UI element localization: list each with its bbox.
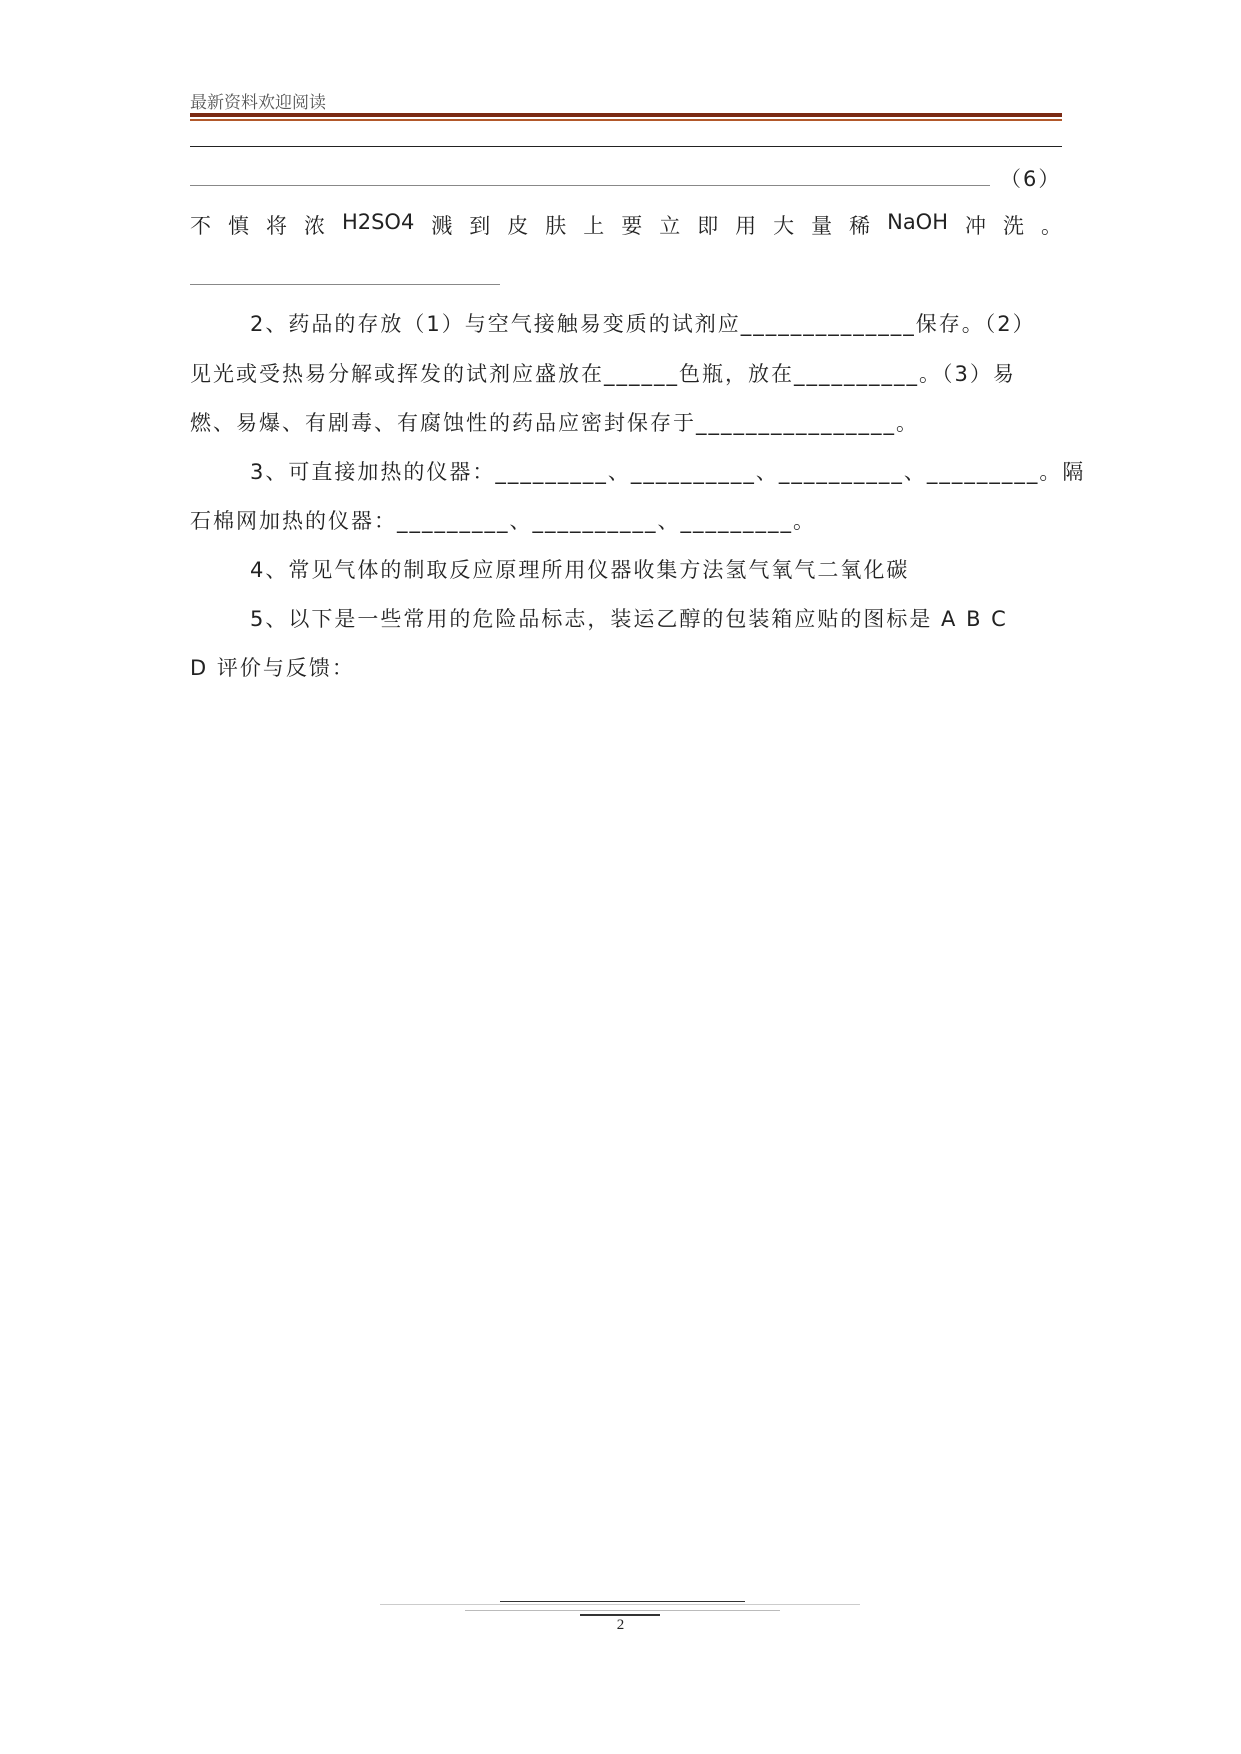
answer-blank-short (190, 284, 500, 285)
paragraph-5-line-2: D 评价与反馈： (190, 656, 355, 680)
paragraph-3-line-1: 3、可直接加热的仪器：_________、__________、__________、_________。隔 (250, 460, 1086, 484)
top-rule (190, 146, 1062, 147)
q6-token: 即 (697, 214, 719, 238)
paragraph-2-line-3: 燃、易爆、有剧毒、有腐蚀性的药品应密封保存于________________。 (190, 411, 919, 435)
paragraph-5-line-1: 5、以下是一些常用的危险品标志，装运乙醇的包装箱应贴的图标是 A B C (250, 607, 1008, 631)
page-header-text: 最新资料欢迎阅读 (190, 93, 326, 113)
q6-token: 肤 (545, 214, 567, 238)
q6-token: 量 (811, 214, 833, 238)
paragraph-2-line-1: 2、药品的存放（1）与空气接触易变质的试剂应______________保存。（2） (250, 312, 1036, 336)
q6-token: 要 (621, 214, 643, 238)
footer-rule (465, 1610, 780, 1611)
footer-rule (380, 1604, 860, 1605)
q6-token: 慎 (227, 214, 249, 238)
footer-rule (580, 1614, 660, 1616)
q6-token: 稀 (849, 214, 871, 238)
q6-token: 上 (583, 214, 605, 238)
q6-token: 浓 (303, 214, 325, 238)
footer-rule (500, 1601, 745, 1602)
q6-token: 将 (265, 214, 287, 238)
q6-token: 溅 (431, 214, 453, 238)
q6-token: H2SO4 (341, 210, 415, 234)
q6-token: 立 (659, 214, 681, 238)
q6-token: 大 (773, 214, 795, 238)
q6-token: NaOH (887, 210, 949, 234)
answer-blank-long (190, 185, 990, 186)
header-rule-thick (190, 113, 1062, 117)
question-6-line (190, 210, 1062, 240)
q6-token: 到 (469, 214, 491, 238)
q6-token: 用 (735, 214, 757, 238)
q6-token: 不 (190, 214, 211, 238)
header-rule-thin (190, 119, 1062, 121)
question-6-label: （6） (1000, 167, 1062, 191)
q6-token: 冲 (965, 214, 986, 238)
page-number: 2 (616, 1617, 625, 1633)
paragraph-4: 4、常见气体的制取反应原理所用仪器收集方法氢气氧气二氧化碳 (250, 558, 910, 582)
q6-token: 皮 (507, 214, 529, 238)
q6-token: 洗 (1002, 214, 1024, 238)
q6-token: 。 (1040, 214, 1062, 238)
paragraph-3-line-2: 石棉网加热的仪器：_________、__________、_________。 (190, 509, 816, 533)
paragraph-2-line-2: 见光或受热易分解或挥发的试剂应盛放在______色瓶，放在__________。（3）易 (190, 362, 1016, 386)
